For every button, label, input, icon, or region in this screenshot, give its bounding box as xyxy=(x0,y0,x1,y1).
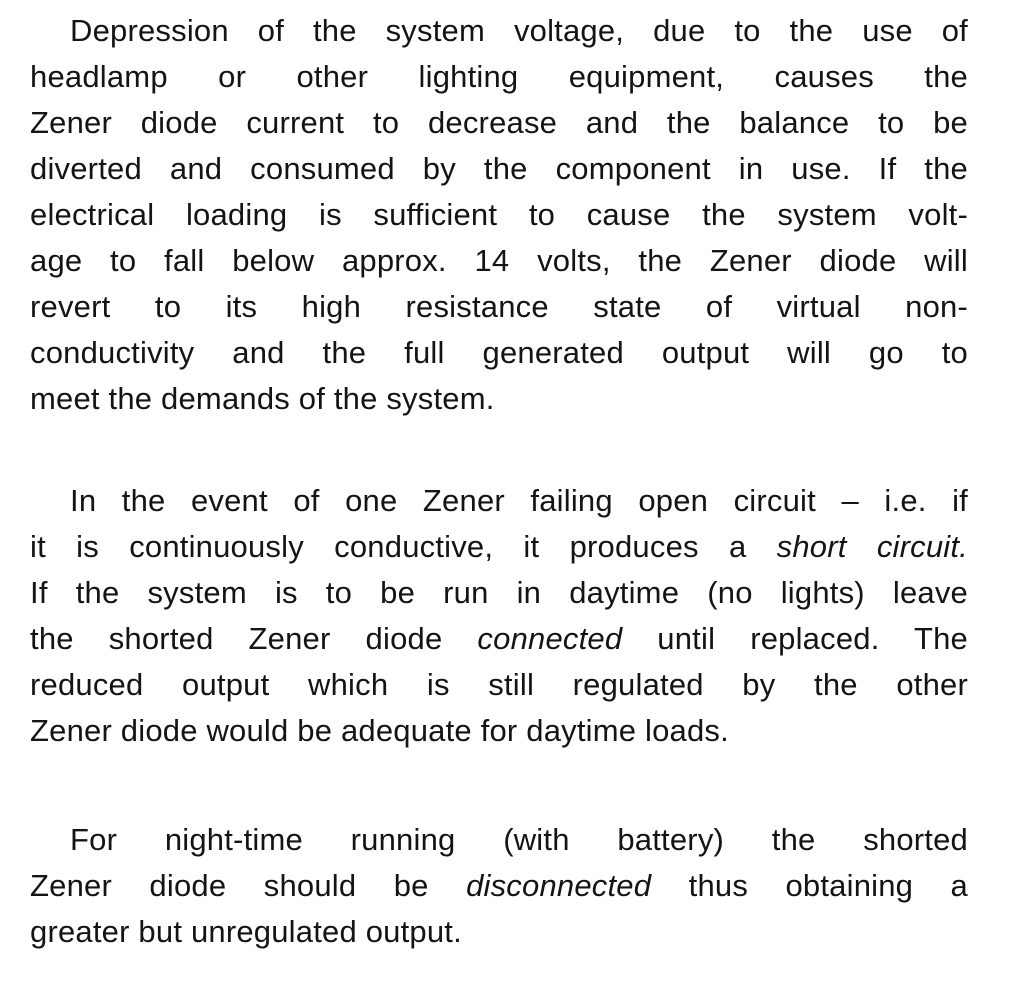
paragraph-voltage-depression xyxy=(30,8,968,422)
text-line: greater but unregulated output. xyxy=(30,914,462,949)
text-line: revert to its high resistance state of virtual non- xyxy=(30,289,968,324)
emphasis-short-circuit: short circuit. xyxy=(776,529,968,564)
text-line: age to fall below approx. 14 volts, the Zener diode will xyxy=(30,243,968,278)
paragraph-night-time-running xyxy=(30,817,968,955)
text-line: electrical loading is sufficient to cause the system volt- xyxy=(30,197,968,232)
text-line: Depression of the system voltage, due to the use of xyxy=(70,13,968,48)
paragraph-zener-failure xyxy=(30,478,968,754)
text-line: reduced output which is still regulated by the other xyxy=(30,667,968,702)
emphasis-connected: connected xyxy=(477,621,623,656)
text-line: headlamp or other lighting equipment, causes the xyxy=(30,59,968,94)
text-line: If the system is to be run in daytime (no lights) leave xyxy=(30,575,968,610)
text-line: it is continuously conductive, it produces a short circuit. xyxy=(30,529,968,564)
text-line: Zener diode would be adequate for daytime loads. xyxy=(30,713,729,748)
text-line: Zener diode should be disconnected thus obtaining a xyxy=(30,868,968,903)
text-line: In the event of one Zener failing open circuit – i.e. if xyxy=(70,483,968,518)
text-line: Zener diode current to decrease and the balance to be xyxy=(30,105,968,140)
text-line: conductivity and the full generated output will go to xyxy=(30,335,968,370)
text-line: meet the demands of the system. xyxy=(30,381,495,416)
text-line: diverted and consumed by the component in use. If the xyxy=(30,151,968,186)
emphasis-disconnected: disconnected xyxy=(466,868,652,903)
text-line: the shorted Zener diode connected until replaced. The xyxy=(30,621,969,656)
text-line: For night-time running (with battery) the shorted xyxy=(70,822,968,857)
